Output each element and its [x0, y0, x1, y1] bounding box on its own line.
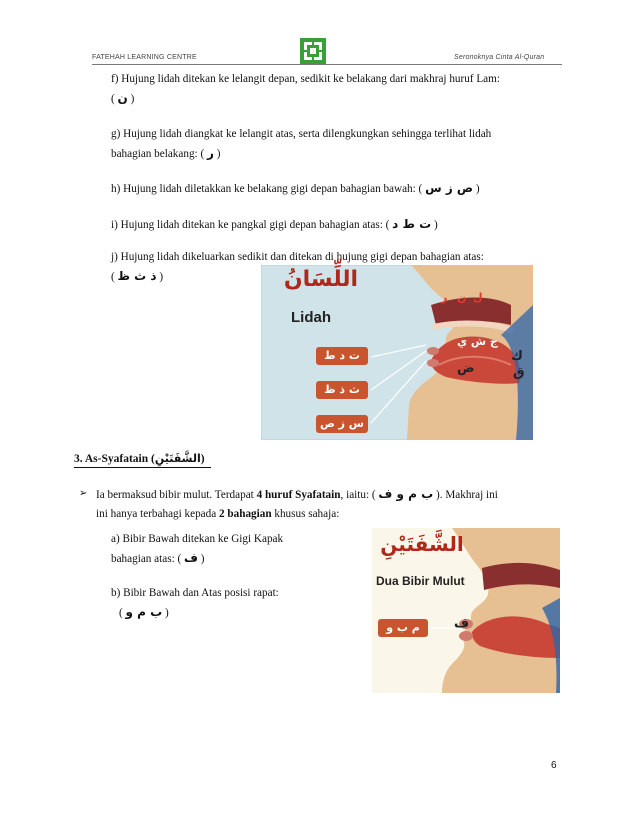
- bullet-arabic: ب م و ف: [378, 487, 434, 501]
- page-number: 6: [551, 760, 557, 771]
- section-3-underline: [74, 467, 211, 468]
- header-right: Seronoknya Cinta Al-Quran: [454, 54, 545, 61]
- item-i: i) Hujung lidah ditekan ke pangkal gigi depan bahagian atas: ( ت ط د ): [111, 217, 438, 231]
- tongue-letter-kaf: ك: [511, 349, 523, 364]
- tongue-figure-subtitle: Lidah: [291, 309, 331, 326]
- bullet-line1: Ia bermaksud bibir mulut. Terdapat 4 huruf Syafatain, iaitu: ( ب م و ف ). Makhraj ini: [96, 487, 498, 501]
- tongue-figure-title: اللِّسَانُ: [283, 267, 359, 292]
- header-left: FATEHAH LEARNING CENTRE: [92, 54, 197, 61]
- tongue-letter-lam: ل: [473, 291, 483, 304]
- item-f-letter-line: ( ن ): [111, 91, 135, 105]
- bullet-line2: ini hanya terbahagi kepada 2 bahagian khusus sahaja:: [96, 508, 340, 520]
- lips-figure-letter: ف: [454, 616, 470, 631]
- item-h-arabic: ص ز س: [425, 181, 474, 195]
- item-g-arabic: ر: [206, 146, 214, 160]
- item-j-letter-line: ( ذ ث ظ ): [111, 269, 164, 283]
- sub-item-b-line2: ( ب م و ): [119, 605, 169, 619]
- item-f: [111, 70, 563, 109]
- tongue-letter-nun: ن: [457, 291, 467, 304]
- bullet-paragraph: [96, 485, 566, 524]
- lips-figure: [372, 528, 560, 693]
- sub-item-a-line2: bahagian atas: ( ف ): [111, 551, 205, 565]
- tongue-letter-dad: ض: [457, 361, 475, 376]
- section-3-heading-arabic: الشَّفَتَيْنِ: [154, 452, 201, 465]
- tongue-figure: [261, 265, 533, 440]
- sub-item-a: [111, 530, 321, 569]
- item-h-text: h) Hujung lidah diletakkan ke belakang gigi depan bahagian bawah: (: [111, 183, 426, 195]
- item-g: [111, 125, 563, 164]
- sub-item-b-arabic: ب م و: [125, 605, 163, 619]
- item-h: h) Hujung lidah diletakkan ke belakang gigi depan bahagian bawah: ( ص ز س ): [111, 181, 480, 195]
- item-i-arabic: ت ط د: [392, 217, 432, 231]
- tongue-label-1: ت د ط: [316, 347, 368, 365]
- tongue-label-3: س ز ص: [316, 415, 368, 433]
- sub-item-a-line1: a) Bibir Bawah ditekan ke Gigi Kapak: [111, 533, 284, 545]
- item-f-text: f) Hujung lidah ditekan ke lelangit depan, sedikit ke belakang dari makhraj huruf Lam:: [111, 73, 500, 85]
- tongue-letter-ra: ر: [441, 291, 448, 304]
- tongue-label-2: ث ذ ظ: [316, 381, 368, 399]
- lips-figure-subtitle: Dua Bibir Mulut: [376, 574, 465, 588]
- header-rule: [92, 64, 562, 65]
- item-f-arabic: ن: [117, 91, 128, 105]
- item-j-text: j) Hujung lidah dikeluarkan sedikit dan ditekan di hujung gigi depan bahagian atas:: [111, 251, 484, 263]
- sub-item-b-line1: b) Bibir Bawah dan Atas posisi rapat:: [111, 587, 279, 599]
- tongue-letter-jim: ج ش ي: [457, 335, 498, 348]
- lips-figure-label: م ب و: [378, 619, 428, 637]
- bullet-arrow-icon: ➢: [79, 488, 88, 499]
- item-g-line2: bahagian belakang: ( ر ): [111, 146, 221, 160]
- logo: [300, 38, 326, 64]
- sub-item-b: [111, 584, 321, 623]
- item-g-line1: g) Hujung lidah diangkat ke lelangit atas, serta dilengkungkan sehingga terlihat lidah: [111, 128, 492, 140]
- item-i-text: i) Hujung lidah ditekan ke pangkal gigi depan bahagian atas: (: [111, 219, 393, 231]
- sub-item-a-arabic: ف: [184, 551, 198, 565]
- tongue-letter-qaf: ق: [513, 365, 525, 380]
- lips-figure-title: الشَّفَتَيْنِ: [380, 532, 464, 556]
- section-3-heading: 3. As-Syafatain (الشَّفَتَيْنِ): [74, 452, 205, 465]
- item-j-arabic: ذ ث ظ: [117, 269, 157, 283]
